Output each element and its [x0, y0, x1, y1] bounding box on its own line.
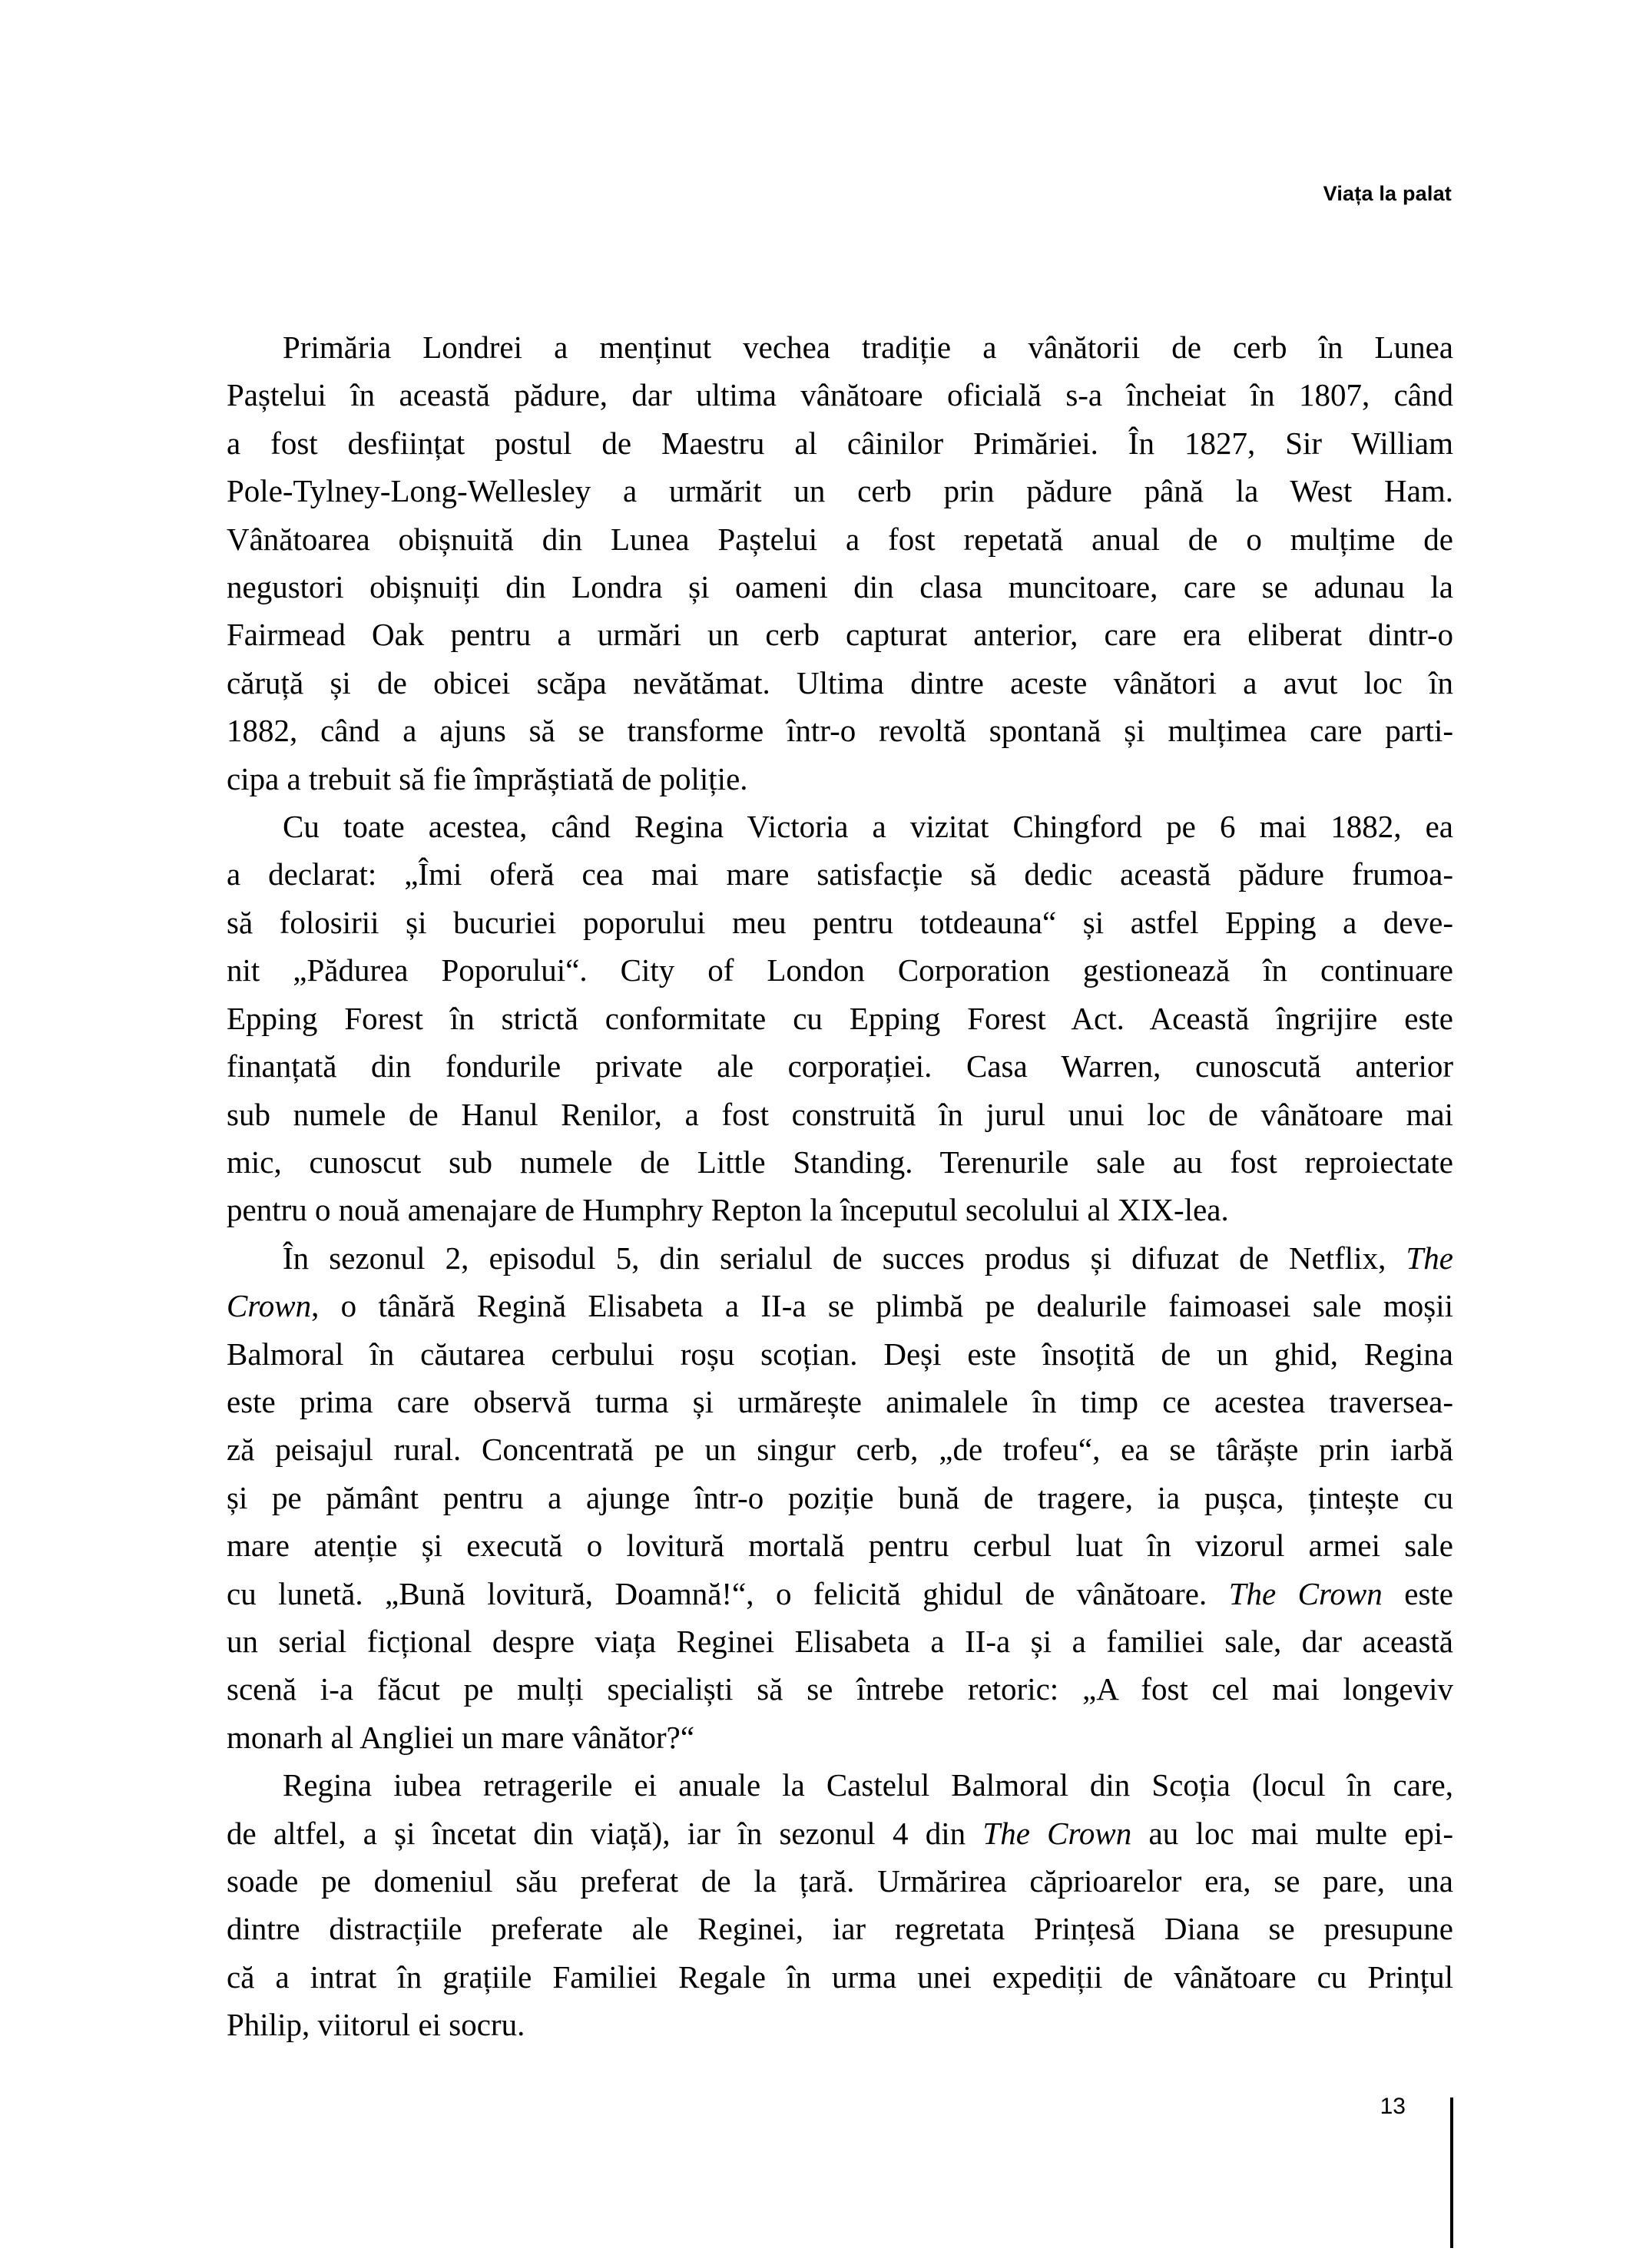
- text-line: scenă i-a făcut pe mulți specialiști să se întrebe retoric: „A fost cel mai longeviv: [227, 1671, 1453, 1707]
- text-line: căruță și de obicei scăpa nevătămat. Ultima dintre aceste vânători a avut loc în: [227, 664, 1453, 700]
- paragraph: [227, 1234, 1453, 1761]
- text-line: Primăria Londrei a menținut vechea tradiție a vânătorii de cerb în Lunea: [283, 329, 1453, 365]
- text-line: Paștelui în această pădure, dar ultima vânătoare oficială s-a încheiat în 1807, când: [227, 377, 1453, 413]
- body-text: [227, 323, 1453, 2049]
- footer-rule: [1450, 2097, 1453, 2248]
- text-line: ză peisajul rural. Concentrată pe un singur cerb, „de trofeu“, ea se târăște prin iarbă: [227, 1432, 1453, 1468]
- text-line: că a intrat în grațiile Familiei Regale în urma unei expediții de vânătoare cu Prințul: [227, 1958, 1453, 1995]
- text-line: și pe pământ pentru a ajunge într-o poziție bună de tragere, ia pușca, țintește cu: [227, 1479, 1453, 1515]
- text-line: a fost desființat postul de Maestru al câinilor Primăriei. În 1827, Sir William: [227, 425, 1453, 461]
- paragraph: [227, 803, 1453, 1234]
- paragraph: [227, 323, 1453, 803]
- text-line: un serial ficțional despre viața Reginei Elisabeta a II-a și a familiei sale, dar această: [227, 1623, 1453, 1659]
- text-line: Epping Forest în strictă conformitate cu Epping Forest Act. Această îngrijire este: [227, 1000, 1453, 1036]
- text-line: Philip, viitorul ei socru.: [227, 2007, 525, 2043]
- text-line: negustori obișnuiți din Londra și oameni din clasa muncitoare, care se adunau la: [227, 569, 1453, 605]
- text-line: soade pe domeniul său preferat de la țară. Urmărirea căprioarelor era, se pare, una: [227, 1863, 1453, 1899]
- text-line: 1882, când a ajuns să se transforme într-o revoltă spontană și mulțimea care parti-: [227, 713, 1453, 749]
- text-line: cipa a trebuit să fie împrăștiată de poliție.: [227, 760, 748, 796]
- paragraph: [227, 1761, 1453, 2048]
- text-line: să folosirii și bucuriei poporului meu pentru totdeauna“ și astfel Epping a deve-: [227, 904, 1453, 940]
- text-line: finanțată din fondurile private ale corporației. Casa Warren, cunoscută anterior: [227, 1048, 1453, 1084]
- text-line: În sezonul 2, episodul 5, din serialul de succes produs și difuzat de Netflix, The: [283, 1240, 1453, 1276]
- text-line: dintre distracțiile preferate ale Reginei, iar regretata Prințesă Diana se presupune: [227, 1911, 1453, 1947]
- text-line: Fairmead Oak pentru a urmări un cerb capturat anterior, care era eliberat dintr-o: [227, 617, 1453, 653]
- running-head: Viața la palat: [1323, 182, 1452, 205]
- text-line: Pole-Tylney-Long-Wellesley a urmărit un cerb prin pădure până la West Ham.: [227, 473, 1453, 509]
- text-line: de altfel, a și încetat din viață), iar în sezonul 4 din The Crown au loc mai multe epi-: [227, 1815, 1453, 1851]
- page-number: 13: [1380, 2094, 1406, 2119]
- text-line: pentru o nouă amenajare de Humphry Repton la începutul secolului al XIX-lea.: [227, 1192, 1229, 1228]
- text-line: Balmoral în căutarea cerbului roșu scoțian. Deși este însoțită de un ghid, Regina: [227, 1336, 1453, 1372]
- text-line: monarh al Angliei un mare vânător?“: [227, 1719, 695, 1755]
- text-line: a declarat: „Îmi oferă cea mai mare satisfacție să dedic această pădure frumoa-: [227, 856, 1453, 892]
- text-line: Vânătoarea obișnuită din Lunea Paștelui a fost repetată anual de o mulțime de: [227, 521, 1453, 557]
- text-line: nit „Pădurea Poporului“. City of London Corporation gestionează în continuare: [227, 952, 1453, 988]
- text-line: Crown, o tânără Regină Elisabeta a II-a se plimbă pe dealurile faimoasei sale moșii: [227, 1288, 1453, 1324]
- text-line: Cu toate acestea, când Regina Victoria a vizitat Chingford pe 6 mai 1882, ea: [283, 809, 1453, 845]
- text-line: mic, cunoscut sub numele de Little Standing. Terenurile sale au fost reproiectate: [227, 1144, 1453, 1180]
- text-line: mare atenție și execută o lovitură mortală pentru cerbul luat în vizorul armei sale: [227, 1528, 1453, 1564]
- text-line: este prima care observă turma și urmărește animalele în timp ce acestea traversea-: [227, 1383, 1453, 1419]
- text-line: cu lunetă. „Bună lovitură, Doamnă!“, o felicită ghidul de vânătoare. The Crown este: [227, 1575, 1453, 1611]
- text-line: Regina iubea retragerile ei anuale la Castelul Balmoral din Scoția (locul în care,: [283, 1767, 1453, 1803]
- text-line: sub numele de Hanul Renilor, a fost construită în jurul unui loc de vânătoare mai: [227, 1096, 1453, 1132]
